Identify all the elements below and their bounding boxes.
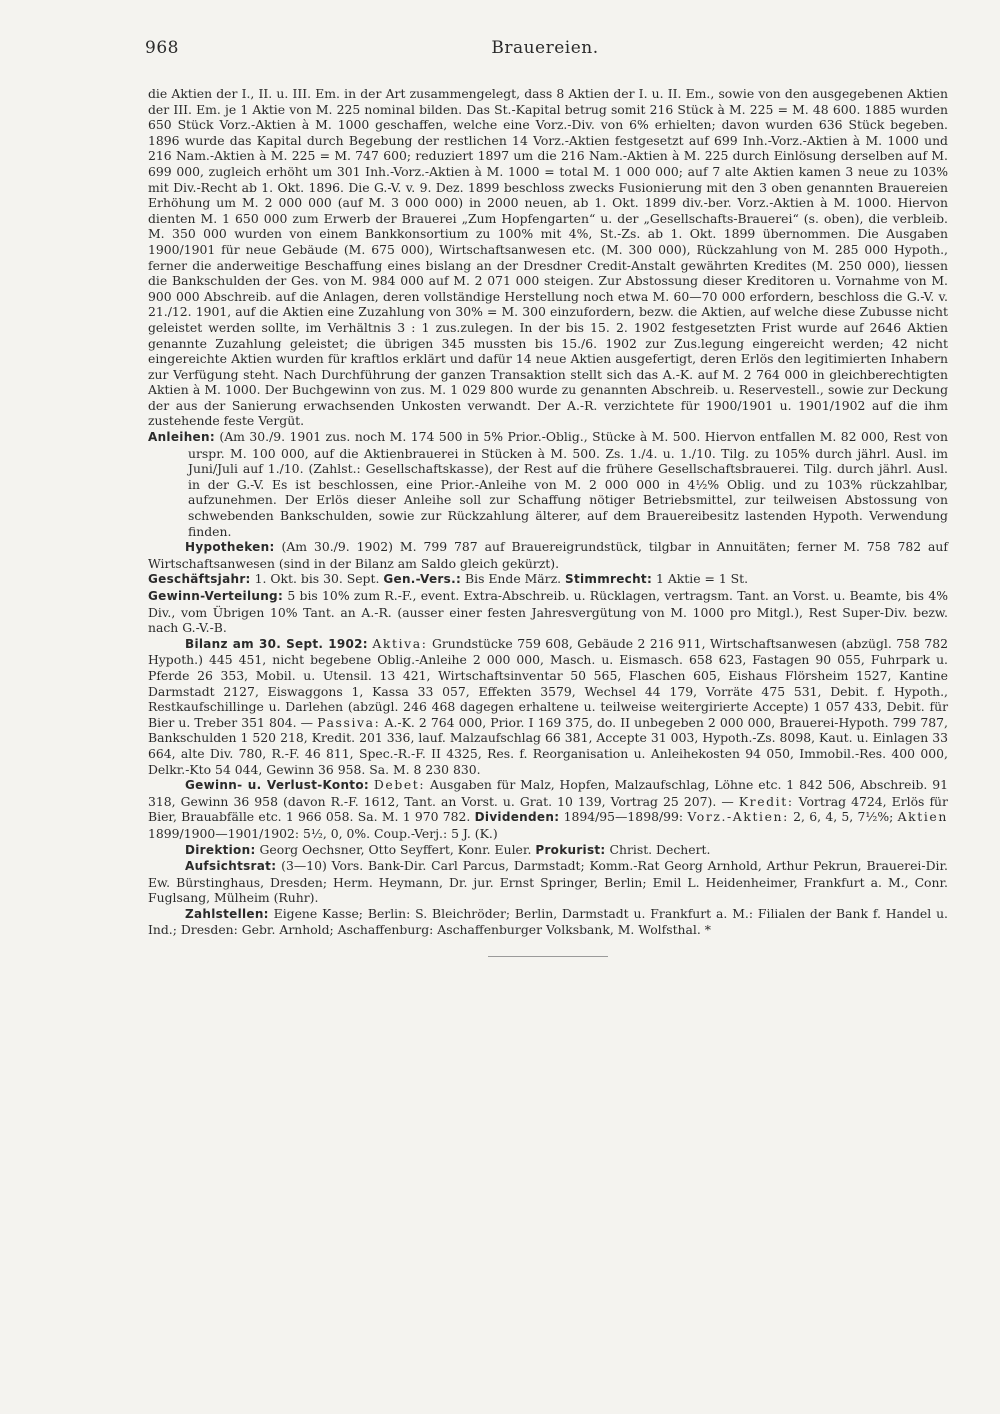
page-number: 968: [145, 38, 179, 58]
prokurist-label: Prokurist:: [535, 842, 606, 857]
hypotheken-text: (Am 30./9. 1902) M. 799 787 auf Brauereigrundstück, tilgbar in Annuitäten; ferner M. 758 782 auf Wirtschaftsanwesen (sind in der Bilanz am Saldo gleich gekürzt).: [148, 539, 948, 571]
zahlstellen-text: Eigene Kasse; Berlin: S. Bleichröder; Berlin, Darmstadt u. Frankfurt a. M.: Filialen der Bank f. Handel u. Ind.; Dresden: Gebr. Arnhold; Aschaffenburg: Aschaffenburger Volksbank, M. Wolfsthal. *: [148, 905, 948, 938]
anleihen-section: [148, 429, 948, 539]
aufsichtsrat-section: [148, 858, 948, 906]
prokurist-text: Christ. Dechert.: [609, 841, 711, 857]
gewinnverteilung-text: 5 bis 10% zum R.-F., event. Extra-Abschreib. u. Rücklagen, vertragsm. Tant. an Vorst. u. Beamte, bis 4% Div., vom Übrigen 10% Tant. an A.-R. (ausser einer festen Jahresvergütung von M. 1000 pro Mitgl.), Rest Super-Div. bezw. nach G.-V.-B.: [148, 588, 948, 636]
direktion-text: Georg Oechsner, Otto Seyffert, Konr. Euler.: [259, 841, 532, 857]
geschaeftsjahr-label: Geschäftsjahr:: [148, 572, 251, 587]
guv-debet-label: Debet:: [373, 777, 426, 793]
document-body: [148, 86, 948, 957]
dividenden-aktien-label: Aktien: [897, 809, 948, 825]
zahlstellen-label: Zahlstellen:: [185, 906, 269, 921]
guv-section: [148, 777, 948, 841]
gewinnverteilung-label: Gewinn-Verteilung:: [148, 589, 284, 603]
hypotheken-label: Hypotheken:: [185, 540, 275, 555]
bilanz-label: Bilanz am 30. Sept. 1902:: [185, 636, 368, 651]
aufsichtsrat-label: Aufsichtsrat:: [185, 859, 277, 874]
dividenden-label: Dividenden:: [474, 810, 560, 825]
end-rule: [488, 956, 608, 957]
stimmrecht-label: Stimmrecht:: [565, 572, 653, 587]
bilanz-passiva-label: Passiva:: [317, 714, 381, 730]
bilanz-aktiva-text: Grundstücke 759 608, Gebäude 2 216 911, Wirtschaftsanwesen (abzügl. 758 782 Hypoth.) 445 451, nicht begebene Oblig.-Anleihe 2 000 000, Masch. u. Eismasch. 658 623, Fastagen 90 055, Fuhrpark u. Pferde 26 353, Mobil. u. Utensil. 13 421, Wirtschaftsinventar 50 565, Flaschen 605, Eishaus Flörsheim 1527, Kantine Darmstadt 2127, Eiswaggons 1, Kassa 33 057, Effekten 3579, Wechsel 44 179, Vorräte 475 531, Debit. f. Hypoth., Restkaufschillinge u. Darlehen (abzügl. 246 468 dagegen erhaltene u. teilweise weitergirierte Accepte) 1 057 433, Debit. für Bier u. Treber 351 804. —: [148, 635, 948, 730]
running-head: Brauereien.: [491, 38, 599, 58]
aufsichtsrat-text: (3—10) Vors. Bank-Dir. Carl Parcus, Darmstadt; Komm.-Rat Georg Arnhold, Arthur Pekrun, Brauerei-Dir. Ew. Bürstinghaus, Dresden; Herm. Heymann, Dr. jur. Ernst Springer, Berlin; Emil L. Heidenheimer, Frankfurt a. M., Conr. Fuglsang, Mülheim (Ruhr).: [148, 858, 948, 906]
guv-kredit-label: Kredit:: [738, 793, 794, 809]
anleihen-text: (Am 30./9. 1901 zus. noch M. 174 500 in 5% Prior.-Oblig., Stücke à M. 500. Hiervon entfallen M. 82 000, Rest von urspr. M. 100 000, auf die Aktienbrauerei in Stücken à M. 500. Zs. 1./4. u. 1./10. Tilg. zu 105% durch jährl. Ausl. im Juni/Juli auf 1./10. (Zahlst.: Gesellschaftskasse), der Rest auf die frühere Gesellschaftsbrauerei. Tilg. durch jährl. Ausl. in der G.-V. Es ist beschlossen, eine Prior.-Anleihe von M. 2 000 000 in 4½% Oblig. und zu 103% rückzahlbar, aufzunehmen. Der Erlös dieser Anleihe soll zur Schaffung nötiger Betriebsmittel, zur teilweisen Abstossung von schwebenden Bankschulden, sowie zur Rückzahlung älterer, auf dem Brauereibesitz lastenden Hypoth. Verwendung finden.: [188, 429, 948, 539]
direktion-section: [148, 842, 948, 859]
anleihen-label: Anleihen:: [148, 430, 215, 445]
dividenden-text-c: 1899/1900—1901/1902: 5½, 0, 0%. Coup.-Verj.: 5 J. (K.): [148, 825, 498, 841]
dividenden-text-b: 2, 6, 4, 5, 7½%;: [793, 809, 894, 825]
gewinnverteilung-section: [148, 588, 948, 636]
guv-kredit-text: Vortrag 4724, Erlös für Bier, Brauabfälle etc. 1 966 058. Sa. M. 1 970 782.: [148, 793, 948, 825]
direktion-label: Direktion:: [185, 842, 256, 857]
genvers-text: Bis Ende März.: [465, 571, 562, 587]
zahlstellen-section: [148, 906, 948, 938]
bilanz-aktiva-label: Aktiva:: [372, 635, 428, 651]
dividenden-text-a: 1894/95—1898/99:: [563, 809, 684, 825]
bilanz-passiva-text: A.-K. 2 764 000, Prior. I 169 375, do. II unbegeben 2 000 000, Brauerei-Hypoth. 799 787, Bankschulden 1 520 218, Kredit. 201 336, lauf. Malzaufschlag 66 381, Accepte 31 003, Hypoth.-Zs. 8098, Kaut. u. Einlagen 33 664, alte Div. 780, R.-F. 46 811, Spec.-R.-F. II 4325, Res. f. Reorganisation u. Anleihekosten 94 050, Immobil.-Res. 400 000, Delkr.-Kto 54 044, Gewinn 36 958. Sa. M. 8 230 830.: [148, 714, 948, 777]
dividenden-vorz-label: Vorz.-Aktien:: [687, 809, 789, 825]
geschaeftsjahr-text: 1. Okt. bis 30. Sept.: [254, 571, 380, 587]
bilanz-section: [148, 636, 948, 777]
stimmrecht-text: 1 Aktie = 1 St.: [656, 571, 749, 587]
meta-line: [148, 571, 948, 588]
genvers-label: Gen.-Vers.:: [383, 572, 462, 587]
guv-label: Gewinn- u. Verlust-Konto:: [185, 778, 369, 793]
hypotheken-section: [148, 539, 948, 571]
capital-history-paragraph: [148, 86, 948, 429]
capital-history-text: die Aktien der I., II. u. III. Em. in der Art zusammengelegt, dass 8 Aktien der I. u. II. Em., sowie von den ausgegebenen Aktien der III. Em. je 1 Aktie von M. 225 nominal bilden. Das St.-Kapital betrug somit 216 Stück à M. 225 = M. 48 600. 1885 wurden 650 Stück Vorz.-Aktien à M. 1000 geschaffen, welche eine Vorz.-Div. von 6% erhielten; davon wurden 636 Stück begeben. 1896 wurde das Kapital durch Begebung der restlichen 14 Vorz.-Aktien festgesetzt auf 699 Inh.-Vorz.-Aktien à M. 1000 und 216 Nam.-Aktien à M. 225 = M. 747 600; reduziert 1897 um die 216 Nam.-Aktien à M. 225 durch Einlösung derselben auf M. 699 000, zugleich erhöht um 301 Inh.-Vorz.-Aktien à M. 1000 = total M. 1 000 000; auf 7 alte Aktien kamen 3 neue zu 103% mit Div.-Recht ab 1. Okt. 1896. Die G.-V. v. 9. Dez. 1899 beschloss zwecks Fusionierung mit den 3 oben genannten Brauereien Erhöhung um M. 2 000 000 (auf M. 3 000 000) in 2000 neuen, ab 1. Okt. 1899 div.-ber. Vorz.-Aktien à M. 1000. Hiervon dienten M. 1 650 000 zum Erwerb der Brauerei „Zum Hopfengarten“ u. der „Gesellschafts-Brauerei“ (s. oben), die verbleib. M. 350 000 wurden von einem Bankkonsortium zu 100% mit 4%, St.-Zs. ab 1. Okt. 1899 übernommen. Die Ausgaben 1900/1901 für neue Gebäude (M. 675 000), Wirtschaftsanwesen etc. (M. 300 000), Rückzahlung von M. 285 000 Hypoth., ferner die anderweitige Beschaffung eines bislang an der Dresdner Credit-Anstalt gewährten Kredites (M. 250 000), liessen die Bankschulden der Ges. von M. 984 000 auf M. 2 071 000 steigen. Zur Abstossung dieser Kreditoren u. Vornahme von M. 900 000 Abschreib. auf die Anlagen, deren vollständige Herstellung noch etwa M. 60—70 000 erfordern, beschloss die G.-V. v. 21./12. 1901, auf die Aktien eine Zuzahlung von 30% = M. 300 einzufordern, bezw. die Aktien, auf welche diese Zubusse nicht geleistet werden sollte, im Verhältnis 3 : 1 zus.zulegen. In der bis 15. 2. 1902 festgesetzten Frist wurde auf 2646 Aktien genannte Zuzahlung geleistet; die übrigen 345 mussten bis 15./6. 1902 zur Zus.legung eingereicht werden; 42 nicht eingereichte Aktien wurden für kraftlos erklärt und dafür 14 neue Aktien ausgefertigt, deren Erlös den legitimierten Inhabern zur Verfügung steht. Nach Durchführung der ganzen Transaktion stellt sich das A.-K. auf M. 2 764 000 in gleichberechtigten Aktien à M. 1000. Der Buchgewinn von zus. M. 1 029 800 wurde zu genannten Abschreib. u. Reservestell., sowie zur Deckung der aus der Sanierung erwachsenden Unkosten verwandt. Der A.-R. verzichtete für 1900/1901 u. 1901/1902 auf die ihm zustehende feste Vergüt.: [148, 86, 948, 429]
guv-debet-text: Ausgaben für Malz, Hopfen, Malzaufschlag, Löhne etc. 1 842 506, Abschreib. 91 318, Gewinn 36 958 (davon R.-F. 1612, Tant. an Vorst. u. Grat. 10 139, Vortrag 25 207). —: [148, 777, 948, 809]
